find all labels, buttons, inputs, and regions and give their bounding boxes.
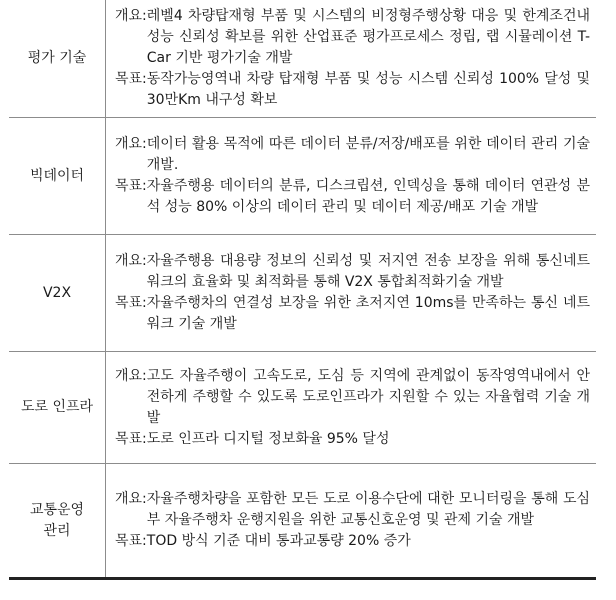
table-row-v2x [9,235,596,352]
overview-label: 개요: [115,8,147,24]
goal-entry [115,429,590,450]
description-cell [106,0,596,117]
category-cell [9,352,106,463]
overview-entry [115,134,590,176]
goal-label: 목표: [115,295,147,311]
category-label: 도로 인프라 [20,399,94,415]
description-cell [106,464,596,577]
category-label: 평가 기술 [27,50,87,66]
goal-text: 동작가능영역내 차량 탑재형 부품 및 성능 시스템 신뢰성 100% 달성 및 30만Km 내구성 확보 [146,71,590,108]
table-row-traffic-ops [9,464,596,580]
overview-entry [115,251,590,293]
category-cell [9,118,106,234]
category-cell [9,464,106,577]
category-label: 교통운영 관리 [29,501,85,539]
category-cell [9,0,106,117]
category-label: 빅데이터 [29,167,85,184]
goal-entry [115,293,590,335]
overview-text: 자율주행차량을 포함한 모든 도로 이용수단에 대한 모니터링을 통해 도심부 자율주행차 운행지원을 위한 교통신호운영 및 관제 기술 개발 [146,491,590,528]
category-label: V2X [42,284,72,301]
table-row-bigdata [9,118,596,235]
goal-entry [115,531,590,552]
overview-label: 개요: [115,491,147,507]
overview-entry [115,489,590,531]
goal-entry [115,69,590,111]
overview-entry [115,6,590,69]
goal-text: TOD 방식 기준 대비 통과교통량 20% 증가 [146,533,411,549]
table-row-road-infra [9,352,596,464]
goal-label: 목표: [115,533,147,549]
category-cell [9,235,106,351]
overview-text: 고도 자율주행이 고속도로, 도심 등 지역에 관계없이 동작영역내에서 안전하게 주행할 수 있도록 도로인프라가 지원할 수 있는 자율협력 기술 개발 [146,367,590,426]
overview-text: 자율주행용 대용량 정보의 신뢰성 및 저지연 전송 보장을 위해 통신네트워크의 효율화 및 최적화를 통해 V2X 통합최적화기술 개발 [146,253,590,290]
goal-text: 자율주행차의 연결성 보장을 위한 초저지연 10ms를 만족하는 통신 네트워크 기술 개발 [146,295,590,332]
overview-label: 개요: [115,136,147,152]
goal-label: 목표: [115,71,147,87]
goal-entry [115,176,590,218]
overview-entry [115,366,590,429]
description-cell [106,352,596,463]
overview-label: 개요: [115,367,147,384]
goal-label: 목표: [115,178,147,194]
goal-label: 목표: [115,430,147,447]
overview-text: 데이터 활용 목적에 따른 데이터 분류/저장/배포를 위한 데이터 관리 기술 개발. [146,136,590,173]
description-cell [106,118,596,234]
description-cell [106,235,596,351]
table-row-evaluation [9,0,596,118]
goal-text: 자율주행용 데이터의 분류, 디스크립션, 인덱싱을 통해 데이터 연관성 분석 성능 80% 이상의 데이터 관리 및 데이터 제공/배포 기술 개발 [146,178,590,215]
overview-text: 레벨4 차량탑재형 부품 및 시스템의 비정형주행상황 대응 및 한계조건내 성능 신뢰성 확보를 위한 산업표준 평가프로세스 정립, 랩 시뮬레이션 T-Car 기반 평가기술 개발 [146,8,590,66]
overview-label: 개요: [115,253,147,269]
tech-table [9,0,596,580]
goal-text: 도로 인프라 디지털 정보화율 95% 달성 [146,430,390,447]
